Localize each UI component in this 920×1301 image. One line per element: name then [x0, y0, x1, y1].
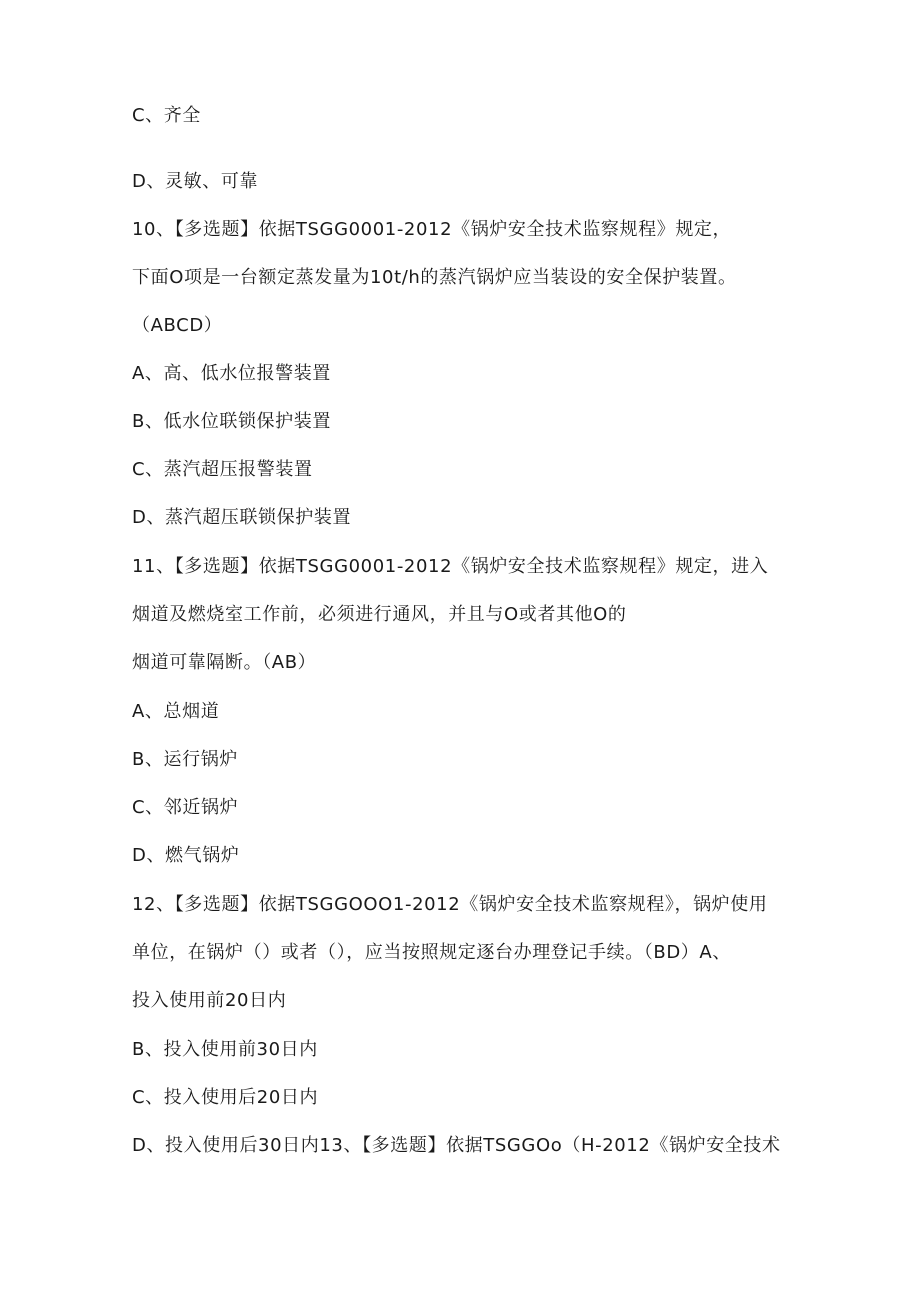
option-d-q12-and-question-13: D、投入使用后30日内13、【多选题】依据TSGGOo（H-2012《锅炉安全技术 — [132, 1135, 781, 1156]
option-c-q10: C、蒸汽超压报警装置 — [132, 459, 313, 480]
question-10-text-cont: 下面O项是一台额定蒸发量为10t/h的蒸汽锅炉应当装设的安全保护装置。 — [132, 267, 737, 288]
question-11-text-cont: 烟道及燃烧室工作前，必须进行通风，并且与O或者其他O的 — [132, 604, 627, 625]
question-12-text: 12、【多选题】依据TSGGOOO1-2012《锅炉安全技术监察规程》，锅炉使用 — [132, 894, 768, 915]
question-11-text-end: 烟道可靠隔断。（AB） — [132, 652, 317, 673]
option-d-q11: D、燃气锅炉 — [132, 845, 240, 866]
option-b-q11: B、运行锅炉 — [132, 749, 238, 770]
option-a-q12: 投入使用前20日内 — [132, 990, 287, 1011]
option-c-q11: C、邻近锅炉 — [132, 797, 239, 818]
question-12-text-cont: 单位，在锅炉（）或者（），应当按照规定逐台办理登记手续。（BD）A、 — [132, 942, 731, 963]
option-d-q10: D、蒸汽超压联锁保护装置 — [132, 507, 352, 528]
option-b-q10: B、低水位联锁保护装置 — [132, 411, 331, 432]
question-11-text: 11、【多选题】依据TSGG0001-2012《锅炉安全技术监察规程》规定，进入 — [132, 556, 769, 577]
question-10-text: 10、【多选题】依据TSGG0001-2012《锅炉安全技术监察规程》规定， — [132, 219, 732, 240]
option-c-q9: C、齐全 — [132, 105, 201, 126]
option-c-q12: C、投入使用后20日内 — [132, 1087, 319, 1108]
question-10-answer: （ABCD） — [132, 315, 223, 336]
option-d-q9: D、灵敏、可靠 — [132, 171, 259, 192]
option-b-q12: B、投入使用前30日内 — [132, 1039, 318, 1060]
option-a-q11: A、总烟道 — [132, 701, 220, 722]
option-a-q10: A、高、低水位报警装置 — [132, 363, 331, 384]
